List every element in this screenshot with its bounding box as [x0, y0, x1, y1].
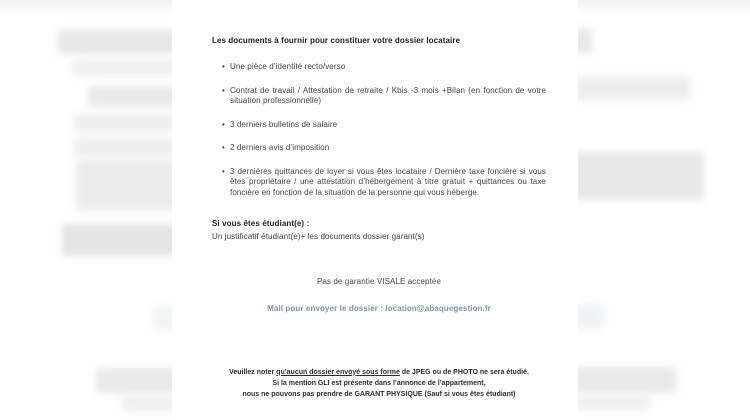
blurred-text-artifact [62, 224, 174, 256]
blurred-text-artifact [154, 306, 174, 330]
blurred-text-artifact [88, 86, 174, 107]
blurred-text-artifact [576, 28, 592, 53]
list-item: • 3 derniers bulletins de salaire [222, 120, 546, 131]
list-item: • 2 derniers avis d’imposition [222, 143, 546, 154]
blurred-text-artifact [74, 138, 174, 156]
list-item: • Contrat de travail / Attestation de retraite / Kbis -3 mois +Bilan (en fonction de votre situation professionnelle) [222, 86, 546, 107]
visale-note: Pas de garantie VISALE acceptée [316, 276, 442, 286]
footer-line2: Si la mention GLI est présente dans l’annonce de l’appartement, [272, 379, 486, 387]
footer-line3: nous ne pouvons pas prendre de GARANT PHYSIQUE (Sauf si vous êtes étudiant) [242, 390, 516, 398]
blurred-text-artifact [576, 77, 690, 100]
mail-instruction [212, 304, 546, 315]
blurred-right-strip [576, 0, 750, 420]
blurred-text-artifact [76, 160, 174, 210]
footer-warning-note [212, 367, 546, 400]
footer-line1-after: de JPEG ou de PHOTO ne sera étudié. [399, 368, 529, 376]
blurred-text-artifact [58, 30, 174, 54]
blurred-text-artifact [576, 395, 650, 410]
blur-top-band [576, 0, 750, 13]
list-item: • Une pièce d’identité recto/verso [222, 62, 546, 73]
rental-dossier-document [172, 0, 578, 420]
blurred-text-artifact [96, 368, 174, 393]
blurred-left-strip [0, 0, 174, 420]
blurred-text-artifact [74, 114, 174, 132]
list-item: • 3 dernières quittances de loyer si vous êtes locataire / Dernière taxe foncière si vous êtes propriétaire / une attestation d’hébergement à titre gratuit + quittances ou taxe foncière en fonction de la situation de la personne qui vous héberge. [222, 167, 546, 199]
blurred-text-artifact [576, 305, 604, 328]
required-documents-list [212, 62, 546, 198]
blurred-text-artifact [72, 59, 174, 76]
student-section-heading: Si vous êtes étudiant(e) : [212, 219, 310, 228]
blurred-text-artifact [576, 367, 676, 393]
mail-address-text: Mail pour envoyer le dossier : location@abaquegestion.fr [267, 304, 491, 313]
blur-top-band [0, 0, 174, 13]
student-section-text: Un justificatif étudiant(e)+ les documents dossier garant(s) [212, 232, 425, 241]
blurred-text-artifact [576, 152, 704, 200]
document-title: Les documents à fournir pour constituer votre dossier locataire [212, 36, 461, 45]
footer-line1-before: Veuillez noter [229, 368, 277, 376]
footer-line1-underlined: qu’aucun dossier envoyé sous forme [276, 368, 400, 376]
blurred-text-artifact [122, 395, 174, 411]
